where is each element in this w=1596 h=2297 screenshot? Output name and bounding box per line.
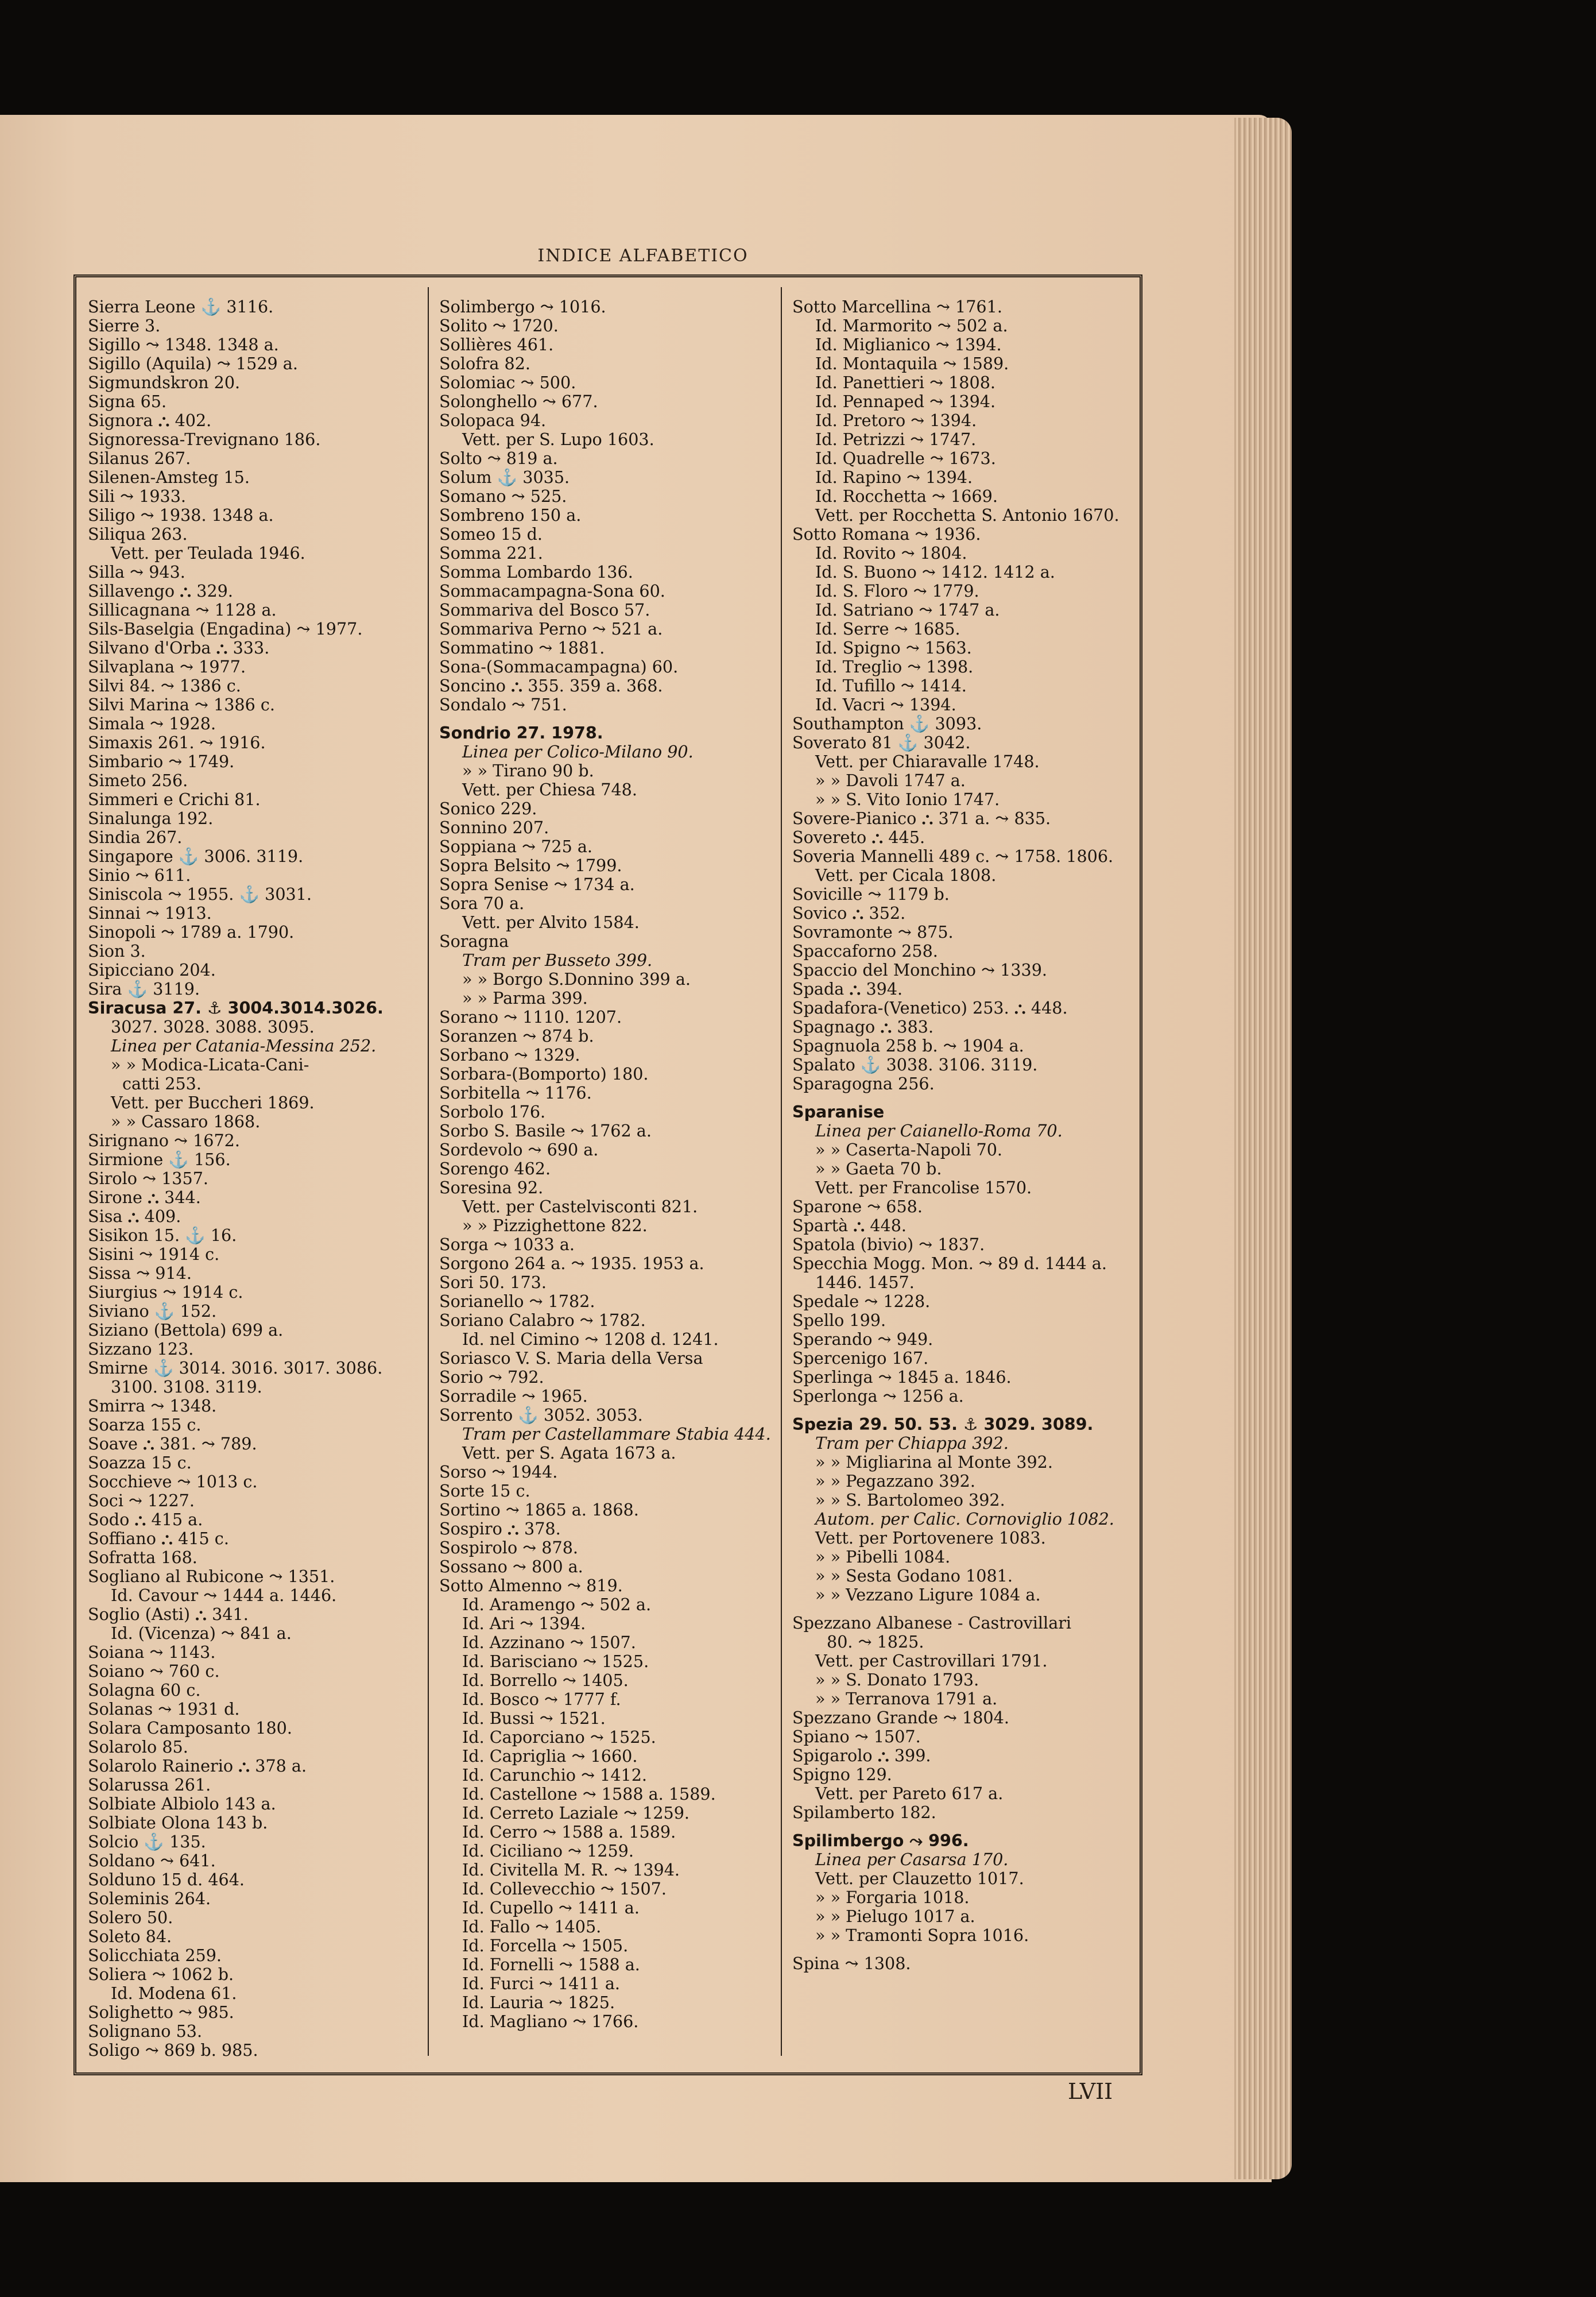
index-entry: Solimbergo ⤳ 1016. — [439, 297, 606, 316]
index-entry: Spaccio del Monchino ⤳ 1339. — [792, 961, 1047, 980]
index-entry: Id. Barisciano ⤳ 1525. — [462, 1652, 649, 1671]
index-entry: Sollières 461. — [439, 335, 554, 354]
index-entry: Id. Collevecchio ⤳ 1507. — [462, 1880, 667, 1898]
index-entry: Simeto 256. — [88, 771, 188, 790]
index-entry: Spedale ⤳ 1228. — [792, 1292, 931, 1311]
index-entry: Signora ⛬ 402. — [88, 411, 212, 430]
index-entry: Sondalo ⤳ 751. — [439, 695, 567, 714]
index-entry: Solonghello ⤳ 677. — [439, 392, 598, 411]
index-entry: Spigarolo ⛬ 399. — [792, 1746, 931, 1765]
index-entry: Spilimbergo ⤳ 996. — [792, 1831, 969, 1850]
index-entry: Vett. per S. Agata 1673 a. — [462, 1444, 676, 1463]
index-entry: » » Pizzighettone 822. — [462, 1216, 648, 1235]
index-entry: Id. Lauria ⤳ 1825. — [462, 1993, 615, 2012]
index-entry: Sovico ⛬ 352. — [792, 904, 906, 923]
index-entry: Sorga ⤳ 1033 a. — [439, 1235, 575, 1254]
index-entry: Sommatino ⤳ 1881. — [439, 639, 605, 658]
index-entry: Vett. per Buccheri 1869. — [111, 1093, 315, 1112]
index-entry: Soliera ⤳ 1062 b. — [88, 1965, 234, 1984]
index-entry: Id. Petrizzi ⤳ 1747. — [815, 430, 977, 449]
index-entry: Somano ⤳ 525. — [439, 487, 567, 506]
index-entry: Sili ⤳ 1933. — [88, 487, 187, 506]
index-entry: Sillavengo ⛬ 329. — [88, 582, 233, 601]
index-entry: » » Gaeta 70 b. — [815, 1159, 942, 1178]
index-entry: Id. Rapino ⤳ 1394. — [815, 468, 973, 487]
index-entry: Id. Serre ⤳ 1685. — [815, 620, 960, 639]
index-entry: » » Davoli 1747 a. — [815, 771, 966, 790]
index-entry: Vett. per Francolise 1570. — [815, 1178, 1032, 1197]
index-entry: Solito ⤳ 1720. — [439, 316, 559, 335]
index-entry: » » S. Donato 1793. — [815, 1670, 979, 1689]
index-entry: Sogliano al Rubicone ⤳ 1351. — [88, 1567, 335, 1586]
index-entry: Southampton ⚓ 3093. — [792, 714, 982, 733]
index-entry: Sigillo ⤳ 1348. 1348 a. — [88, 335, 279, 354]
index-entry: 1446. 1457. — [815, 1273, 915, 1292]
index-entry: Spilamberto 182. — [792, 1803, 936, 1822]
index-entry: Sillicagnana ⤳ 1128 a. — [88, 601, 277, 620]
index-entry: Id. Tufillo ⤳ 1414. — [815, 676, 967, 695]
index-entry: » » Tramonti Sopra 1016. — [815, 1926, 1029, 1945]
index-entry: Soligo ⤳ 869 b. 985. — [88, 2041, 258, 2060]
index-entry: Solcio ⚓ 135. — [88, 1832, 206, 1851]
index-entry: Sorso ⤳ 1944. — [439, 1463, 558, 1482]
index-entry: Soiana ⤳ 1143. — [88, 1643, 216, 1662]
index-entry: Solignano 53. — [88, 2022, 203, 2041]
index-entry: Soleto 84. — [88, 1927, 172, 1946]
index-entry: Sommacampagna-Sona 60. — [439, 582, 665, 601]
index-entry: Vett. per Castelvisconti 821. — [462, 1197, 698, 1216]
index-entry: Sotto Marcellina ⤳ 1761. — [792, 297, 1002, 316]
index-entry: Vett. per Castrovillari 1791. — [815, 1652, 1048, 1670]
index-entry: Sperando ⤳ 949. — [792, 1330, 933, 1349]
index-entry: Id. Forcella ⤳ 1505. — [462, 1936, 629, 1955]
index-entry: Vett. per Portovenere 1083. — [815, 1529, 1046, 1548]
index-entry: Solto ⤳ 819 a. — [439, 449, 558, 468]
spacer — [792, 1604, 1137, 1614]
index-entry: Sospiro ⛬ 378. — [439, 1519, 561, 1538]
index-entry: Soppiana ⤳ 725 a. — [439, 837, 593, 856]
index-entry: Silenen-Amsteg 15. — [88, 468, 250, 487]
index-entry: Id. Ari ⤳ 1394. — [462, 1614, 586, 1633]
index-entry: » » Pielugo 1017 a. — [815, 1907, 975, 1926]
index-entry: Solara Camposanto 180. — [88, 1719, 292, 1738]
index-entry: Sirone ⛬ 344. — [88, 1188, 201, 1207]
index-entry: Vett. per Rocchetta S. Antonio 1670. — [815, 506, 1119, 525]
index-entry: Id. Ciciliano ⤳ 1259. — [462, 1842, 634, 1861]
index-entry: Sordevolo ⤳ 690 a. — [439, 1140, 599, 1159]
index-entry: Sisini ⤳ 1914 c. — [88, 1245, 220, 1264]
index-entry: Sindia 267. — [88, 828, 183, 847]
index-entry: Siurgius ⤳ 1914 c. — [88, 1283, 243, 1302]
index-entry: Id. Quadrelle ⤳ 1673. — [815, 449, 996, 468]
index-entry: Spina ⤳ 1308. — [792, 1954, 911, 1973]
index-entry: Id. Rocchetta ⤳ 1669. — [815, 487, 998, 506]
index-entry: Siziano (Bettola) 699 a. — [88, 1321, 284, 1340]
index-entry: Silla ⤳ 943. — [88, 563, 185, 582]
column-rule — [428, 287, 429, 2056]
index-entry: Vett. per Chiaravalle 1748. — [815, 752, 1040, 771]
index-column-3 — [792, 297, 1137, 2066]
index-entry: Linea per Caianello-Roma 70. — [815, 1122, 1063, 1140]
index-entry: Solofra 82. — [439, 354, 531, 373]
index-entry: » » Borgo S.Donnino 399 a. — [462, 970, 691, 989]
index-entry: Vett. per Teulada 1946. — [111, 544, 305, 563]
index-entry: Soragna — [439, 932, 509, 951]
index-entry: Solbiate Olona 143 b. — [88, 1813, 268, 1832]
index-entry: » » Caserta-Napoli 70. — [815, 1140, 1002, 1159]
index-entry: Sovere-Pianico ⛬ 371 a. ⤳ 835. — [792, 809, 1051, 828]
index-entry: catti 253. — [122, 1074, 202, 1093]
index-entry: Sopra Belsito ⤳ 1799. — [439, 856, 622, 875]
index-entry: Sora 70 a. — [439, 894, 525, 913]
index-entry: Siniscola ⤳ 1955. ⚓ 3031. — [88, 885, 312, 904]
index-entry: Someo 15 d. — [439, 525, 543, 544]
index-entry: Soiano ⤳ 760 c. — [88, 1662, 220, 1681]
index-entry: Siligo ⤳ 1938. 1348 a. — [88, 506, 274, 525]
index-entry: Siviano ⚓ 152. — [88, 1302, 217, 1321]
index-entry: Vett. per S. Lupo 1603. — [462, 430, 654, 449]
index-entry: Sion 3. — [88, 942, 146, 961]
index-entry: Sona-(Sommacampagna) 60. — [439, 658, 679, 676]
index-entry: Sortino ⤳ 1865 a. 1868. — [439, 1501, 639, 1519]
index-entry: Soleminis 264. — [88, 1889, 211, 1908]
index-entry: Sierra Leone ⚓ 3116. — [88, 297, 274, 316]
index-entry: Sospirolo ⤳ 878. — [439, 1538, 578, 1557]
index-entry: Soglio (Asti) ⛬ 341. — [88, 1605, 249, 1624]
index-entry: Sorradile ⤳ 1965. — [439, 1387, 588, 1406]
index-entry: Id. nel Cimino ⤳ 1208 d. 1241. — [462, 1330, 719, 1349]
index-entry: Specchia Mogg. Mon. ⤳ 89 d. 1444 a. — [792, 1254, 1107, 1273]
index-entry: Simaxis 261. ⤳ 1916. — [88, 733, 266, 752]
index-entry: Sorbolo 176. — [439, 1103, 546, 1122]
page-edges — [1234, 118, 1292, 2179]
index-entry: Sirmione ⚓ 156. — [88, 1150, 231, 1169]
index-entry: Signoressa-Trevignano 186. — [88, 430, 321, 449]
index-entry: Id. Cerro ⤳ 1588 a. 1589. — [462, 1823, 676, 1842]
index-entry: Soldano ⤳ 641. — [88, 1851, 216, 1870]
index-entry: Sperlonga ⤳ 1256 a. — [792, 1387, 964, 1406]
index-entry: Spezzano Grande ⤳ 1804. — [792, 1708, 1009, 1727]
index-entry: » » Tirano 90 b. — [462, 761, 594, 780]
index-entry: Solbiate Albiolo 143 a. — [88, 1795, 276, 1813]
index-entry: Id. Carunchio ⤳ 1412. — [462, 1766, 647, 1785]
index-entry: Id. Modena 61. — [111, 1984, 237, 2003]
column-rule — [781, 287, 782, 2056]
index-entry: Sparanise — [792, 1103, 885, 1122]
index-entry: Sigmundskron 20. — [88, 373, 241, 392]
index-entry: Sorrento ⚓ 3052. 3053. — [439, 1406, 643, 1425]
index-entry: Sotto Almenno ⤳ 819. — [439, 1576, 623, 1595]
index-entry: Solero 50. — [88, 1908, 173, 1927]
index-entry: Id. Aramengo ⤳ 502 a. — [462, 1595, 652, 1614]
index-entry: Socchieve ⤳ 1013 c. — [88, 1472, 258, 1491]
index-entry: Sondrio 27. 1978. — [439, 724, 603, 743]
spacer — [792, 1822, 1137, 1831]
page-number: LVII — [1068, 2079, 1113, 2104]
index-entry: » » Sesta Godano 1081. — [815, 1567, 1013, 1586]
index-entry: Sisikon 15. ⚓ 16. — [88, 1226, 237, 1245]
index-entry: Solarolo Rainerio ⛬ 378 a. — [88, 1757, 307, 1776]
index-entry: Silvi 84. ⤳ 1386 c. — [88, 676, 241, 695]
index-entry: Id. Spigno ⤳ 1563. — [815, 639, 972, 658]
index-entry: Solarussa 261. — [88, 1776, 211, 1795]
index-entry: Soci ⤳ 1227. — [88, 1491, 195, 1510]
index-entry: Id. Panettieri ⤳ 1808. — [815, 373, 995, 392]
index-entry: Spagnuola 258 b. ⤳ 1904 a. — [792, 1037, 1024, 1055]
index-entry: Somma Lombardo 136. — [439, 563, 633, 582]
index-entry: Sotto Romana ⤳ 1936. — [792, 525, 981, 544]
index-entry: Singapore ⚓ 3006. 3119. — [88, 847, 304, 866]
index-entry: Sorbano ⤳ 1329. — [439, 1046, 580, 1065]
index-entry: Autom. per Calic. Cornoviglio 1082. — [815, 1510, 1114, 1529]
index-entry: Sils-Baselgia (Engadina) ⤳ 1977. — [88, 620, 363, 639]
index-entry: » » Pegazzano 392. — [815, 1472, 975, 1491]
spacer — [792, 1945, 1137, 1954]
index-entry: Vett. per Alvito 1584. — [462, 913, 640, 932]
index-entry: Solomiac ⤳ 500. — [439, 373, 576, 392]
index-entry: Somma 221. — [439, 544, 543, 563]
index-entry: Sorano ⤳ 1110. 1207. — [439, 1008, 622, 1027]
index-entry: Id. Rovito ⤳ 1804. — [815, 544, 967, 563]
index-entry: Sorianello ⤳ 1782. — [439, 1292, 595, 1311]
index-entry: Sorte 15 c. — [439, 1482, 530, 1501]
index-entry: » » Cassaro 1868. — [111, 1112, 261, 1131]
index-entry: » » Pibelli 1084. — [815, 1548, 951, 1567]
index-entry: Simala ⤳ 1928. — [88, 714, 216, 733]
index-entry: Id. Capriglia ⤳ 1660. — [462, 1747, 638, 1766]
index-entry: Spezia 29. 50. 53. ⚓ 3029. 3089. — [792, 1415, 1094, 1434]
index-entry: Vett. per Chiesa 748. — [462, 780, 637, 799]
index-entry: Sorio ⤳ 792. — [439, 1368, 544, 1387]
index-entry: Sipicciano 204. — [88, 961, 216, 980]
index-entry: Silanus 267. — [88, 449, 191, 468]
index-entry: Sovereto ⛬ 445. — [792, 828, 925, 847]
index-entry: » » S. Bartolomeo 392. — [815, 1491, 1005, 1510]
index-entry: Sirolo ⤳ 1357. — [88, 1169, 208, 1188]
index-entry: Sonnino 207. — [439, 818, 549, 837]
index-entry: Sovramonte ⤳ 875. — [792, 923, 954, 942]
index-entry: Smirne ⚓ 3014. 3016. 3017. 3086. — [88, 1359, 383, 1378]
index-entry: Solopaca 94. — [439, 411, 547, 430]
index-entry: 3027. 3028. 3088. 3095. — [111, 1018, 315, 1037]
index-entry: Solighetto ⤳ 985. — [88, 2003, 234, 2022]
index-entry: Sommariva Perno ⤳ 521 a. — [439, 620, 663, 639]
index-entry: Sopra Senise ⤳ 1734 a. — [439, 875, 635, 894]
index-entry: » » Migliarina al Monte 392. — [815, 1453, 1053, 1472]
index-entry: Solduno 15 d. 464. — [88, 1870, 245, 1889]
index-column-1 — [88, 297, 424, 2066]
index-entry: Tram per Castellammare Stabia 444. — [462, 1425, 771, 1444]
index-entry: Soriano Calabro ⤳ 1782. — [439, 1311, 646, 1330]
index-entry: Sofratta 168. — [88, 1548, 197, 1567]
index-entry: Solagna 60 c. — [88, 1681, 201, 1700]
index-entry: Soresina 92. — [439, 1178, 544, 1197]
index-entry: Id. Cerreto Laziale ⤳ 1259. — [462, 1804, 689, 1823]
index-entry: Spartà ⛬ 448. — [792, 1216, 907, 1235]
index-entry: Spigno 129. — [792, 1765, 892, 1784]
index-entry: Linea per Casarsa 170. — [815, 1850, 1009, 1869]
index-entry: Vett. per Pareto 617 a. — [815, 1784, 1004, 1803]
index-entry: Signa 65. — [88, 392, 167, 411]
index-entry: Silvi Marina ⤳ 1386 c. — [88, 695, 275, 714]
index-entry: Id. Pretoro ⤳ 1394. — [815, 411, 977, 430]
index-entry: Id. S. Buono ⤳ 1412. 1412 a. — [815, 563, 1055, 582]
index-entry: Sorbitella ⤳ 1176. — [439, 1084, 592, 1103]
index-entry: Silvaplana ⤳ 1977. — [88, 658, 246, 676]
index-entry: Simbario ⤳ 1749. — [88, 752, 235, 771]
index-entry: Sorgono 264 a. ⤳ 1935. 1953 a. — [439, 1254, 704, 1273]
index-entry: Silvano d'Orba ⛬ 333. — [88, 639, 270, 658]
index-entry: Sinalunga 192. — [88, 809, 214, 828]
index-entry: Sissa ⤳ 914. — [88, 1264, 192, 1283]
index-entry: 80. ⤳ 1825. — [827, 1633, 924, 1652]
index-entry: Id. Cavour ⤳ 1444 a. 1446. — [111, 1586, 337, 1605]
index-entry: Solarolo 85. — [88, 1738, 188, 1757]
index-entry: Id. Vacri ⤳ 1394. — [815, 695, 956, 714]
index-entry: Solum ⚓ 3035. — [439, 468, 570, 487]
index-entry: Linea per Colico-Milano 90. — [462, 743, 694, 761]
index-entry: Id. Marmorito ⤳ 502 a. — [815, 316, 1008, 335]
index-entry: Vett. per Cicala 1808. — [815, 866, 997, 885]
index-entry: Tram per Busseto 399. — [462, 951, 653, 970]
index-entry: Tram per Chiappa 392. — [815, 1434, 1009, 1453]
index-entry: Simmeri e Crichi 81. — [88, 790, 261, 809]
index-entry: » » Forgaria 1018. — [815, 1888, 970, 1907]
index-entry: Id. Cupello ⤳ 1411 a. — [462, 1898, 640, 1917]
index-entry: » » Modica-Licata-Cani- — [111, 1055, 309, 1074]
index-entry: Solicchiata 259. — [88, 1946, 222, 1965]
index-entry: » » Parma 399. — [462, 989, 588, 1008]
index-entry: Spercenigo 167. — [792, 1349, 929, 1368]
running-head: INDICE ALFABETICO — [537, 246, 749, 266]
index-entry: Sorbara-(Bomporto) 180. — [439, 1065, 649, 1084]
index-entry: Sierre 3. — [88, 316, 161, 335]
index-entry: Linea per Catania-Messina 252. — [111, 1037, 377, 1055]
index-entry: Id. Montaquila ⤳ 1589. — [815, 354, 1009, 373]
index-entry: Solanas ⤳ 1931 d. — [88, 1700, 240, 1719]
index-entry: Id. Azzinano ⤳ 1507. — [462, 1633, 636, 1652]
index-entry: Sorengo 462. — [439, 1159, 551, 1178]
index-entry: Id. Borrello ⤳ 1405. — [462, 1671, 629, 1690]
index-entry: Id. (Vicenza) ⤳ 841 a. — [111, 1624, 292, 1643]
index-entry: Id. Caporciano ⤳ 1525. — [462, 1728, 656, 1747]
index-entry: Sovicille ⤳ 1179 b. — [792, 885, 950, 904]
index-entry: Sperlinga ⤳ 1845 a. 1846. — [792, 1368, 1012, 1387]
spacer — [792, 1406, 1137, 1415]
index-entry: Soverato 81 ⚓ 3042. — [792, 733, 971, 752]
index-entry: Spadafora-(Venetico) 253. ⛬ 448. — [792, 999, 1068, 1018]
index-entry: Sorbo S. Basile ⤳ 1762 a. — [439, 1122, 652, 1140]
index-entry: Sizzano 123. — [88, 1340, 194, 1359]
index-entry: Sori 50. 173. — [439, 1273, 547, 1292]
index-entry: Sonico 229. — [439, 799, 537, 818]
index-entry: Soazza 15 c. — [88, 1453, 192, 1472]
index-entry: Sodo ⛬ 415 a. — [88, 1510, 203, 1529]
index-entry: Soriasco V. S. Maria della Versa — [439, 1349, 703, 1368]
index-entry: Sossano ⤳ 800 a. — [439, 1557, 583, 1576]
index-entry: Id. Bosco ⤳ 1777 f. — [462, 1690, 621, 1709]
index-entry: Id. Castellone ⤳ 1588 a. 1589. — [462, 1785, 716, 1804]
index-entry: » » Terranova 1791 a. — [815, 1689, 998, 1708]
index-entry: Sparone ⤳ 658. — [792, 1197, 923, 1216]
index-entry: Sparagogna 256. — [792, 1074, 935, 1093]
index-entry: Id. Furci ⤳ 1411 a. — [462, 1974, 620, 1993]
index-entry: Sommariva del Bosco 57. — [439, 601, 650, 620]
index-entry: Soarza 155 c. — [88, 1416, 202, 1434]
index-entry: Sisa ⛬ 409. — [88, 1207, 181, 1226]
index-entry: » » S. Vito Ionio 1747. — [815, 790, 1000, 809]
index-entry: Id. Civitella M. R. ⤳ 1394. — [462, 1861, 680, 1880]
index-entry: Sinnai ⤳ 1913. — [88, 904, 212, 923]
index-entry: Id. Miglianico ⤳ 1394. — [815, 335, 1002, 354]
index-entry: Spada ⛬ 394. — [792, 980, 903, 999]
index-entry: Spello 199. — [792, 1311, 886, 1330]
index-entry: Id. Fallo ⤳ 1405. — [462, 1917, 602, 1936]
index-entry: Id. Magliano ⤳ 1766. — [462, 2012, 639, 2031]
index-entry: Spaccaforno 258. — [792, 942, 938, 961]
index-entry: Soncino ⛬ 355. 359 a. 368. — [439, 676, 663, 695]
index-entry: Vett. per Clauzetto 1017. — [815, 1869, 1024, 1888]
index-entry: Soffiano ⛬ 415 c. — [88, 1529, 229, 1548]
index-entry: Sira ⚓ 3119. — [88, 980, 200, 999]
index-entry: Sirignano ⤳ 1672. — [88, 1131, 240, 1150]
index-entry: Id. Treglio ⤳ 1398. — [815, 658, 974, 676]
index-entry: Spiano ⤳ 1507. — [792, 1727, 921, 1746]
index-entry: Id. Satriano ⤳ 1747 a. — [815, 601, 1000, 620]
index-entry: Sinio ⤳ 611. — [88, 866, 191, 885]
index-entry: Spalato ⚓ 3038. 3106. 3119. — [792, 1055, 1038, 1074]
spacer — [792, 1093, 1137, 1103]
index-entry: Sinopoli ⤳ 1789 a. 1790. — [88, 923, 295, 942]
index-entry: Siracusa 27. ⚓ 3004.3014.3026. — [88, 999, 383, 1018]
index-entry: Id. Fornelli ⤳ 1588 a. — [462, 1955, 640, 1974]
index-entry: Soveria Mannelli 489 c. ⤳ 1758. 1806. — [792, 847, 1114, 866]
index-entry: Spagnago ⛬ 383. — [792, 1018, 934, 1037]
index-entry: Id. Pennaped ⤳ 1394. — [815, 392, 996, 411]
index-entry: Spatola (bivio) ⤳ 1837. — [792, 1235, 985, 1254]
spacer — [439, 714, 777, 724]
index-entry: » » Vezzano Ligure 1084 a. — [815, 1586, 1041, 1604]
index-entry: 3100. 3108. 3119. — [111, 1378, 262, 1397]
index-entry: Siliqua 263. — [88, 525, 188, 544]
index-entry: Id. Bussi ⤳ 1521. — [462, 1709, 606, 1728]
index-column-2 — [439, 297, 777, 2066]
index-entry: Sombreno 150 a. — [439, 506, 582, 525]
index-entry: Soranzen ⤳ 874 b. — [439, 1027, 594, 1046]
index-entry: Soave ⛬ 381. ⤳ 789. — [88, 1434, 257, 1453]
index-entry: Id. S. Floro ⤳ 1779. — [815, 582, 979, 601]
index-entry: Sigillo (Aquila) ⤳ 1529 a. — [88, 354, 298, 373]
index-entry: Spezzano Albanese - Castrovillari — [792, 1614, 1072, 1633]
index-entry: Smirra ⤳ 1348. — [88, 1397, 217, 1416]
